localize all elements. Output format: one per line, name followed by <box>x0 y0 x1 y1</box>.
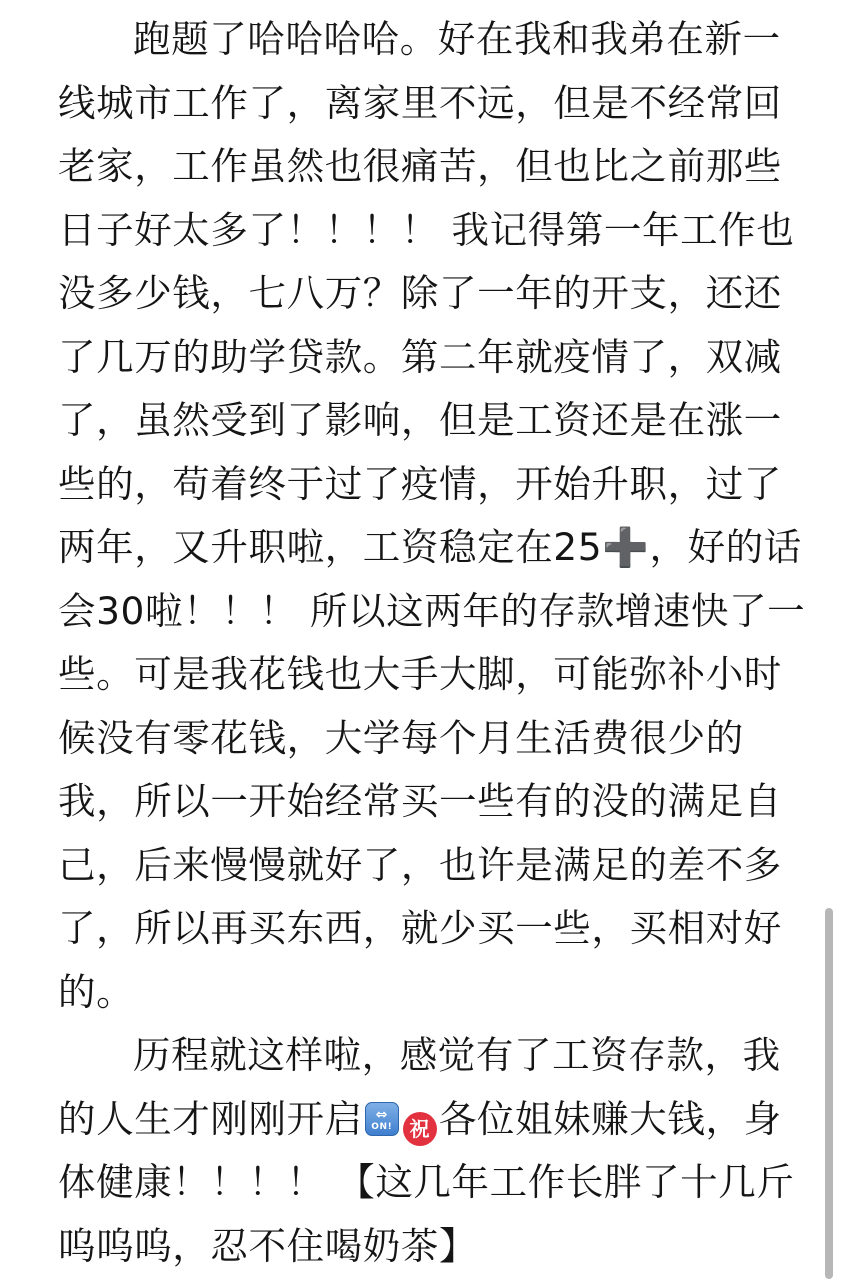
text-line: 呜呜呜，忍不住喝奶茶】 <box>58 1223 478 1268</box>
text-line: 跑题了哈哈哈哈。好在我和我弟在新一 <box>133 17 781 61</box>
paragraph-2 <box>58 1024 795 1278</box>
text-line: 两年，又升职啦，工资稳定在25➕，好的话 <box>58 525 802 569</box>
text-line: 了，虽然受到了影响，但是工资还是在涨一 <box>58 398 782 442</box>
text-line: 日子好太多了！！！！ 我记得第一年工作也 <box>58 207 795 252</box>
on-arrow-icon <box>365 1102 399 1136</box>
text-line-with-emoji <box>58 1088 782 1152</box>
text-line: 我，所以一开始经常买一些有的没的满足自 <box>58 779 782 823</box>
text-line: 没多少钱，七八万？除了一年的开支，还还 <box>58 271 782 315</box>
vertical-scrollbar[interactable] <box>825 908 833 1279</box>
text-segment: 的人生才刚刚开启 <box>58 1096 363 1141</box>
text-line: 些的，苟着终于过了疫情，开始升职，过了 <box>58 461 782 506</box>
congratulation-icon: 祝 <box>403 1112 437 1146</box>
text-line: 己，后来慢慢就好了，也许是满足的差不多 <box>58 842 782 887</box>
text-line: 了，所以再买东西，就少买一些，买相对好 <box>58 906 782 950</box>
text-line: 会30啦！！！ 所以这两年的存款增速快了一 <box>58 588 806 633</box>
text-segment: 各位姐妹赚大钱，身 <box>438 1096 782 1141</box>
article-body <box>58 8 806 1278</box>
text-line: 历程就这样啦，感觉有了工资存款，我 <box>133 1033 781 1077</box>
text-line: 些。可是我花钱也大手大脚，可能弥补小时 <box>58 652 782 696</box>
text-line: 了几万的助学贷款。第二年就疫情了，双减 <box>58 334 782 379</box>
text-line: 候没有零花钱，大学每个月生活费很少的 <box>58 715 744 760</box>
paragraph-1 <box>58 8 806 1024</box>
text-line: 的。 <box>58 969 135 1014</box>
text-line: 线城市工作了，离家里不远，但是不经常回 <box>58 80 782 125</box>
text-line: 体健康！！！！ 【这几年工作长胖了十几斤 <box>58 1160 795 1204</box>
on-label: ON! <box>371 1121 393 1132</box>
on-arrow-glyph: ⇔ <box>375 1106 388 1123</box>
text-line: 老家，工作虽然也很痛苦，但也比之前那些 <box>58 144 782 188</box>
